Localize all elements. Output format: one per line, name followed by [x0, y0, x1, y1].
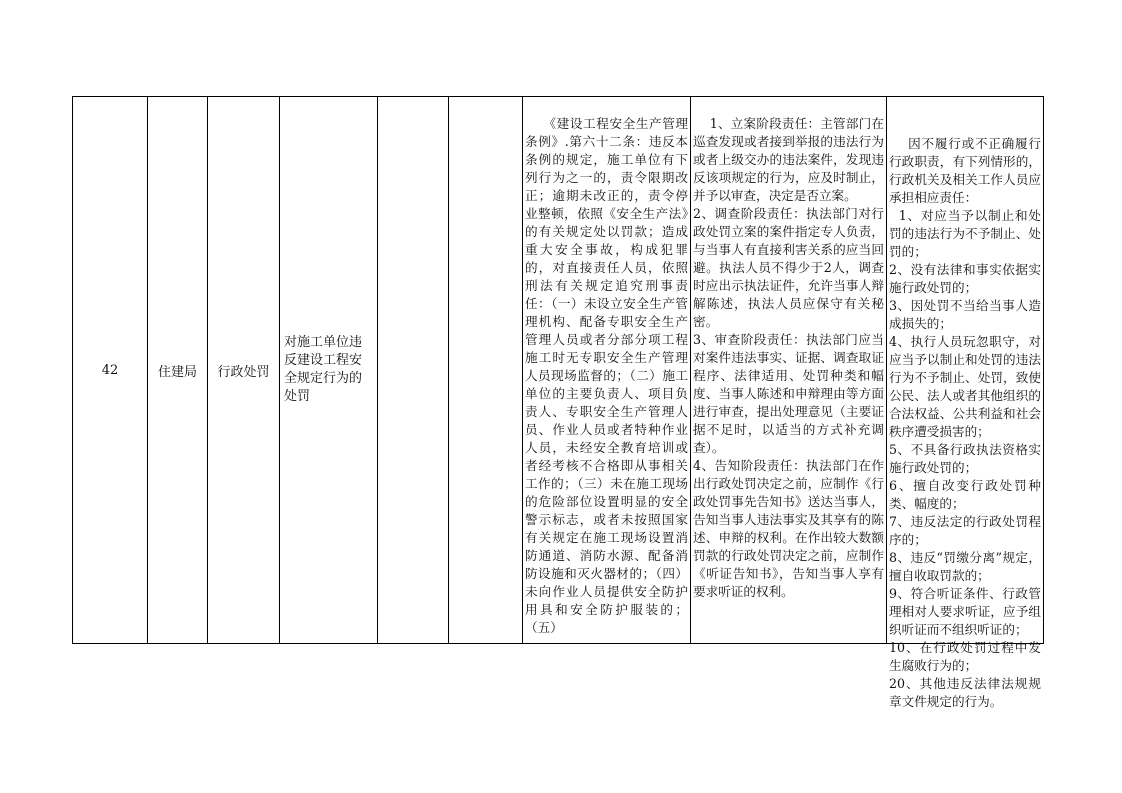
responsibility-text: 1、立案阶段责任：主管部门在巡查发现或者接到举报的违法行为或者上级交办的违法案件，发现违反该项规定的行为，应及时制止，并予以审查，决定是否立案。 2、调查阶段责任：执法部门对行政处罚立案的案件指定专人负责，与当事人有直接利害关系的应当回避。执法人员不得少于2人，调查时应出示执法证件，允许当事人辩解陈述，执法人员应保守有关秘密。 3、审查阶段责任：执法部门应当对案件违法事实、证据、调查取证程序、法律适用、处罚种类和幅度、当事人陈述和申辩理由等方面进行审查，提出处理意见（主要证据不足时，以适当的方式补充调查）。 4、告知阶段责任：执法部门在作出行政处罚决定之前，应制作《行政处罚事先告知书》送达当事人，告知当事人违法事实及其享有的陈述、申辩的权利。在作出较大数额罚款的行政处罚决定之前，应制作《听证告知书》，告知当事人享有要求听证的权利。 — [693, 116, 884, 599]
power-list-table — [72, 96, 1044, 709]
item-name: 对施工单位违反建设工程安全规定行为的处罚 — [284, 335, 363, 404]
liability-text: 因不履行或不正确履行行政职责，有下列情形的，行政机关及相关工作人员应承担相应责任： 1、对应当予以制止和处罚的违法行为不予制止、处罚的； 2、没有法律和事实依据实施行政处罚的； 3、因处罚不当给当事人造成损失的； 4、执行人员玩忽职守，对应当予以制止和处罚的违法行为不予制止、处罚，致使公民、法人或者其他组织的合法权益、公共利益和社会秩序遭受损害的； 5、不具备行政执法资格实施行政处罚的； 6、擅自改变行政处罚种类、幅度的； 7、违反法定的行政处罚程序的； 8、违反“罚缴分离”规定，擅自收取罚款的； 9、符合听证条件、行政管理相对人要求听证，应予组织听证而不组织听证的； 10、在行政处罚过程中发生腐败行为的； 20、其他违反法律法规规章文件规定的行为。 — [889, 136, 1042, 709]
row-number: 42 — [101, 362, 119, 378]
liability-cell — [887, 97, 1043, 709]
number-cell — [73, 97, 148, 643]
department-cell — [148, 97, 208, 643]
empty-cell — [449, 97, 523, 643]
power-type: 行政处罚 — [217, 364, 270, 380]
power-type-cell — [208, 97, 280, 643]
sub-item-cell — [378, 97, 449, 643]
department: 住建局 — [157, 364, 197, 380]
basis-cell — [523, 97, 691, 643]
item-name-cell — [280, 97, 378, 643]
legal-basis-text: 《建设工程安全生产管理条例》.第六十二条：违反本条例的规定，施工单位有下列行为之一的，责令限期改正；逾期未改正的，责令停业整顿，依照《安全生产法》的有关规定处以罚款；造成重大安全事故，构成犯罪的，对直接责任人员，依照刑法有关规定追究刑事责任：（一）未设立安全生产管理机构、配备专职安全生产管理人员或者分部分项工程施工时无专职安全生产管理人员现场监督的；（二）施工单位的主要负责人、项目负责人、专职安全生产管理人员、作业人员或者特种作业人员，未经安全教育培训或者经考核不合格即从事相关工作的；（三）未在施工现场的危险部位设置明显的安全警示标志，或者未按照国家有关规定在施工现场设置消防通道、消防水源、配备消防设施和灭火器材的；（四）未向作业人员提供安全防护用具和安全防护服装的；（五） — [525, 116, 689, 635]
responsibility-cell — [691, 97, 887, 643]
